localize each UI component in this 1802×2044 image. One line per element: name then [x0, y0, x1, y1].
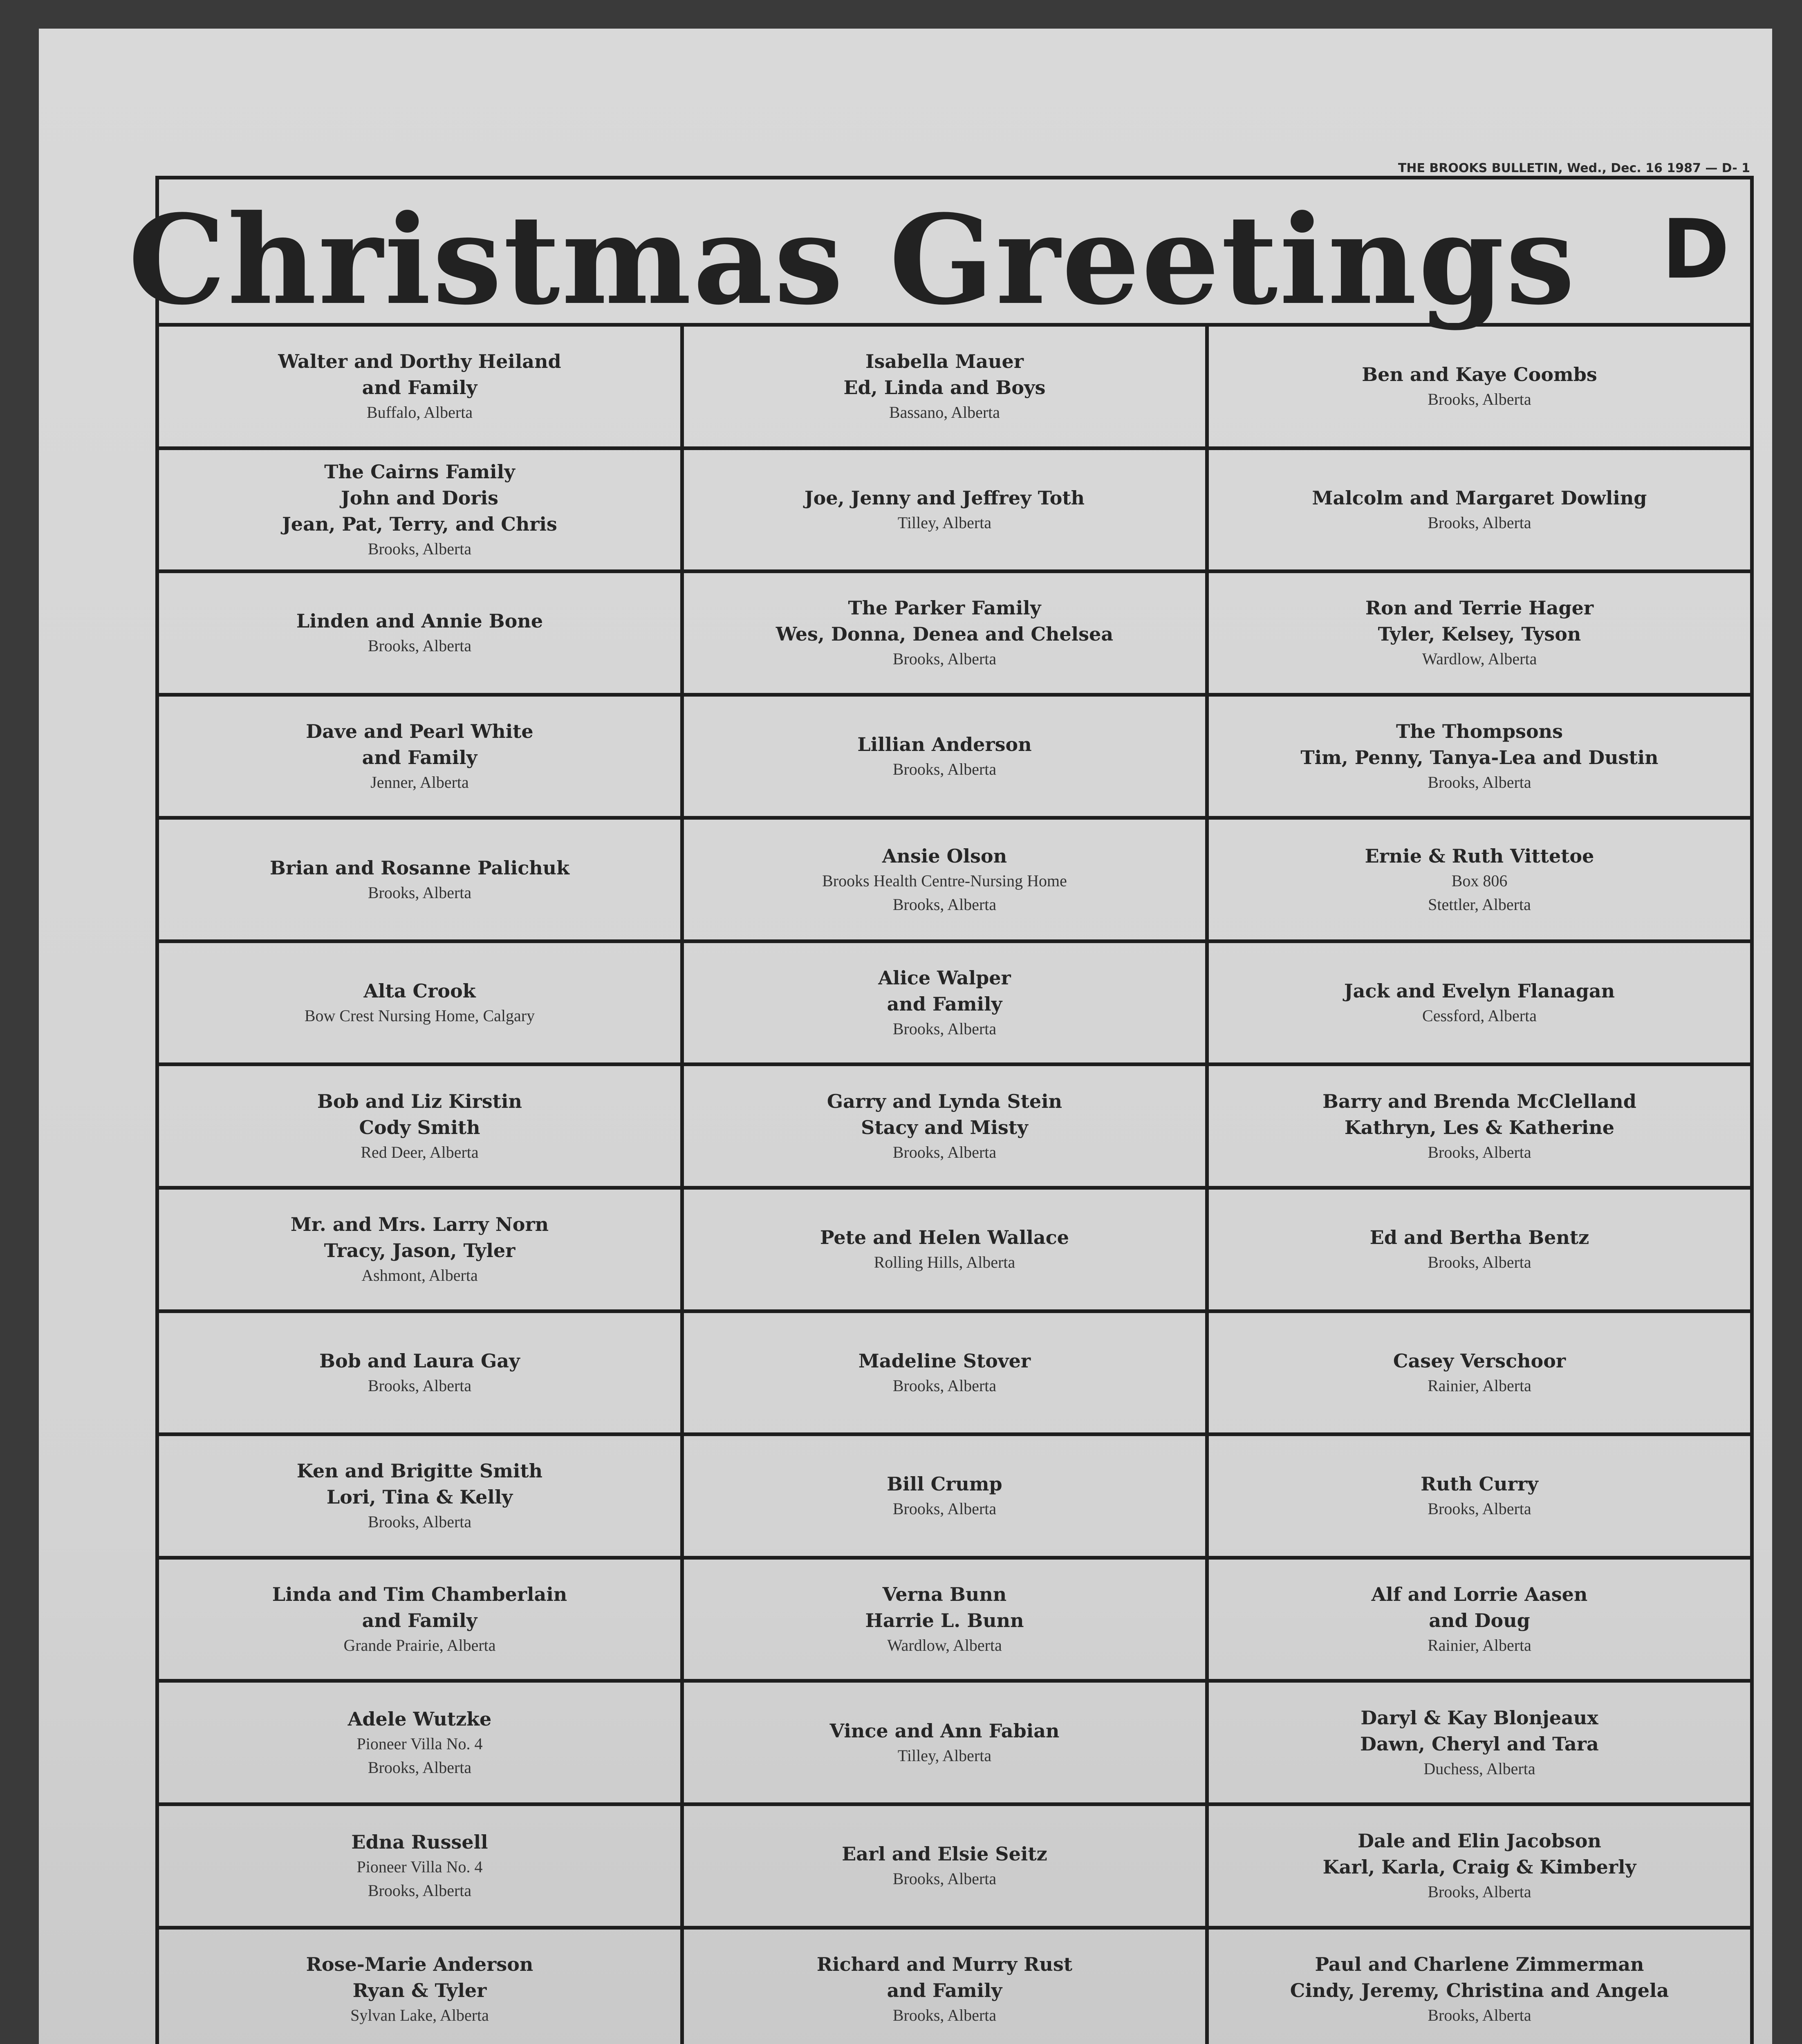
greeting-location-line: Brooks, Alberta — [1428, 1143, 1531, 1161]
greeting-cell — [684, 1806, 1209, 1930]
greeting-cell — [684, 1930, 1209, 2044]
greeting-location-line: Box 806 — [1451, 871, 1508, 890]
section-letter: D — [1661, 202, 1730, 297]
greeting-name-line: Ernie & Ruth Vittetoe — [1365, 845, 1594, 867]
greeting-cell — [684, 1560, 1209, 1683]
greeting-name-line: Garry and Lynda Stein — [827, 1090, 1062, 1112]
greeting-location-line: Brooks, Alberta — [892, 1020, 997, 1038]
page-title: Christmas Greetings — [128, 188, 1577, 332]
greeting-cell — [159, 1313, 684, 1437]
greeting-cell — [684, 697, 1209, 820]
greeting-location-line: Pioneer Villa No. 4 — [356, 1858, 483, 1876]
greeting-name-line: Mr. and Mrs. Larry Norn — [290, 1213, 549, 1236]
greeting-name-line: Daryl & Kay Blonjeaux — [1360, 1706, 1598, 1729]
greeting-name-line: The Parker Family — [848, 597, 1041, 619]
greeting-location-line: Grande Prairie, Alberta — [343, 1636, 496, 1655]
greeting-cell — [684, 1683, 1209, 1806]
greeting-location-line: Red Deer, Alberta — [361, 1143, 479, 1161]
greeting-cell — [159, 1066, 684, 1190]
greeting-cell — [159, 697, 684, 820]
greeting-name-line: and Family — [887, 993, 1002, 1015]
greeting-cell — [159, 820, 684, 943]
greeting-name-line: Verna Bunn — [882, 1583, 1007, 1606]
greeting-location-line: Wardlow, Alberta — [887, 1636, 1002, 1655]
greeting-cell — [684, 573, 1209, 697]
greeting-cell — [1209, 697, 1750, 820]
greeting-name-line: Rose-Marie Anderson — [306, 1953, 533, 1975]
page-header — [128, 161, 1750, 332]
greeting-location-line: Bow Crest Nursing Home, Calgary — [304, 1006, 535, 1025]
greeting-cell — [159, 327, 684, 450]
greeting-name-line: Ken and Brigitte Smith — [296, 1460, 543, 1482]
greeting-cell — [684, 943, 1209, 1067]
greeting-name-line: Lillian Anderson — [857, 733, 1032, 756]
greeting-cell — [684, 450, 1209, 574]
greeting-name-line: Cody Smith — [359, 1116, 480, 1139]
greeting-name-line: Isabella Mauer — [865, 350, 1024, 373]
greeting-location-line: Brooks, Alberta — [1428, 1883, 1531, 1901]
greeting-name-line: Paul and Charlene Zimmerman — [1315, 1953, 1644, 1975]
greeting-name-line: Tyler, Kelsey, Tyson — [1378, 623, 1581, 645]
greeting-name-line: Brian and Rosanne Palichuk — [270, 856, 569, 879]
greeting-location-line: Brooks, Alberta — [368, 539, 472, 558]
greeting-name-line: Jack and Evelyn Flanagan — [1344, 980, 1615, 1002]
greeting-name-line: Ansie Olson — [882, 845, 1007, 867]
greeting-name-line: Ruth Curry — [1421, 1473, 1538, 1495]
greeting-cell — [159, 1683, 684, 1806]
greeting-name-line: Vince and Ann Fabian — [829, 1719, 1060, 1742]
greeting-name-line: Edna Russell — [351, 1831, 488, 1853]
greeting-cell — [684, 1436, 1209, 1560]
greeting-cell — [684, 1313, 1209, 1437]
greeting-location-line: Brooks, Alberta — [892, 1869, 997, 1888]
greeting-name-line: and Family — [362, 746, 477, 769]
greeting-name-line: Wes, Donna, Denea and Chelsea — [775, 623, 1114, 645]
greeting-cell — [1209, 1190, 1750, 1313]
greeting-cell — [1209, 1436, 1750, 1560]
greeting-name-line: Bob and Laura Gay — [319, 1349, 520, 1372]
greeting-cell — [159, 1436, 684, 1560]
greeting-location-line: Rainier, Alberta — [1428, 1376, 1531, 1395]
greeting-cell — [1209, 1683, 1750, 1806]
greeting-cell — [1209, 1806, 1750, 1930]
greeting-name-line: Cindy, Jeremy, Christina and Angela — [1290, 1979, 1669, 2001]
greeting-name-line: Alf and Lorrie Aasen — [1371, 1583, 1588, 1606]
greeting-location-line: Brooks, Alberta — [892, 895, 997, 914]
greeting-name-line: The Thompsons — [1396, 720, 1563, 743]
greeting-name-line: Tim, Penny, Tanya-Lea and Dustin — [1300, 746, 1659, 769]
greeting-name-line: and Doug — [1429, 1609, 1530, 1632]
greeting-cell — [1209, 450, 1750, 574]
greeting-cell — [684, 327, 1209, 450]
greeting-cell — [159, 1560, 684, 1683]
greeting-name-line: Tracy, Jason, Tyler — [324, 1239, 515, 1262]
greeting-location-line: Brooks, Alberta — [1428, 1253, 1531, 1272]
greeting-location-line: Cessford, Alberta — [1422, 1006, 1537, 1025]
greeting-location-line: Ashmont, Alberta — [361, 1266, 478, 1285]
greeting-name-line: Ryan & Tyler — [352, 1979, 487, 2001]
greeting-cell — [1209, 1930, 1750, 2044]
greeting-location-line: Bassano, Alberta — [889, 403, 1000, 422]
greeting-location-line: Brooks, Alberta — [368, 883, 472, 902]
greeting-name-line: Karl, Karla, Craig & Kimberly — [1322, 1856, 1636, 1878]
greetings-grid — [159, 327, 1750, 2044]
greeting-name-line: Walter and Dorthy Heiland — [278, 350, 561, 373]
greeting-name-line: Bill Crump — [887, 1473, 1002, 1495]
greeting-name-line: Ed, Linda and Boys — [843, 377, 1046, 399]
greeting-name-line: Ed and Bertha Bentz — [1369, 1226, 1589, 1249]
greeting-cell — [684, 1190, 1209, 1313]
greeting-name-line: Malcolm and Margaret Dowling — [1312, 486, 1647, 509]
greeting-location-line: Brooks, Alberta — [1428, 2006, 1531, 2024]
greeting-name-line: Dale and Elin Jacobson — [1358, 1830, 1601, 1852]
greeting-cell — [1209, 820, 1750, 943]
greeting-cell — [684, 1066, 1209, 1190]
greeting-name-line: and Family — [362, 377, 477, 399]
greeting-name-line: The Cairns Family — [324, 460, 515, 483]
greeting-name-line: Ron and Terrie Hager — [1365, 597, 1594, 619]
greeting-location-line: Duchess, Alberta — [1423, 1759, 1535, 1778]
greeting-cell — [1209, 943, 1750, 1067]
masthead: THE BROOKS BULLETIN, Wed., Dec. 16 1987 — D- 1 — [1398, 161, 1750, 175]
greeting-cell — [1209, 1560, 1750, 1683]
greeting-location-line: Brooks, Alberta — [892, 2006, 997, 2024]
greeting-location-line: Brooks, Alberta — [368, 1513, 472, 1531]
greeting-location-line: Buffalo, Alberta — [366, 403, 473, 422]
greeting-cell — [159, 1806, 684, 1930]
greeting-name-line: Dave and Pearl White — [306, 720, 533, 743]
greeting-location-line: Brooks, Alberta — [1428, 773, 1531, 792]
greeting-name-line: Harrie L. Bunn — [865, 1609, 1024, 1632]
greeting-location-line: Stettler, Alberta — [1428, 895, 1531, 914]
greeting-location-line: Brooks, Alberta — [368, 1758, 472, 1777]
greeting-location-line: Brooks, Alberta — [1428, 1499, 1531, 1518]
greeting-location-line: Tilley, Alberta — [897, 513, 992, 532]
greeting-name-line: and Family — [362, 1609, 477, 1632]
greeting-cell — [159, 943, 684, 1067]
greeting-name-line: Lori, Tina & Kelly — [326, 1486, 513, 1508]
greetings-frame — [128, 161, 1754, 2044]
greeting-location-line: Brooks, Alberta — [368, 1881, 472, 1900]
greeting-location-line: Brooks, Alberta — [1428, 513, 1531, 532]
greeting-name-line: and Family — [887, 1979, 1002, 2001]
newspaper-page — [39, 29, 1772, 2044]
greeting-cell — [159, 450, 684, 574]
greeting-name-line: Alice Walper — [878, 967, 1011, 989]
greeting-name-line: Bob and Liz Kirstin — [317, 1090, 522, 1112]
greeting-name-line: Linden and Annie Bone — [296, 610, 543, 632]
greeting-location-line: Brooks, Alberta — [892, 1143, 997, 1161]
greeting-cell — [1209, 1313, 1750, 1437]
greeting-cell — [159, 573, 684, 697]
greeting-location-line: Brooks, Alberta — [368, 637, 472, 655]
greeting-name-line: Earl and Elsie Seitz — [842, 1843, 1047, 1865]
greeting-name-line: Pete and Helen Wallace — [820, 1226, 1069, 1249]
greeting-name-line: John and Doris — [341, 486, 498, 509]
greeting-name-line: Ben and Kaye Coombs — [1362, 363, 1597, 386]
greeting-name-line: Stacy and Misty — [861, 1116, 1028, 1139]
greeting-name-line: Kathryn, Les & Katherine — [1344, 1116, 1615, 1139]
greeting-location-line: Brooks, Alberta — [892, 1499, 997, 1518]
greeting-name-line: Adele Wutzke — [347, 1708, 492, 1730]
greeting-cell — [684, 820, 1209, 943]
greeting-location-line: Brooks, Alberta — [368, 1376, 472, 1395]
greeting-location-line: Tilley, Alberta — [897, 1746, 992, 1765]
greeting-location-line: Brooks, Alberta — [892, 650, 997, 668]
greeting-name-line: Alta Crook — [363, 980, 476, 1002]
greeting-cell — [1209, 327, 1750, 450]
greeting-cell — [159, 1190, 684, 1313]
greeting-name-line: Dawn, Cheryl and Tara — [1360, 1732, 1599, 1755]
greeting-name-line: Richard and Murry Rust — [816, 1953, 1073, 1975]
greeting-cell — [1209, 1066, 1750, 1190]
greeting-location-line: Sylvan Lake, Alberta — [350, 2006, 489, 2024]
greeting-cell — [1209, 573, 1750, 697]
greeting-name-line: Jean, Pat, Terry, and Chris — [282, 513, 557, 535]
greeting-location-line: Jenner, Alberta — [370, 773, 469, 792]
greeting-cell — [159, 1930, 684, 2044]
greeting-location-line: Rolling Hills, Alberta — [874, 1253, 1015, 1272]
greeting-location-line: Pioneer Villa No. 4 — [356, 1734, 483, 1753]
greeting-name-line: Joe, Jenny and Jeffrey Toth — [804, 486, 1085, 509]
greeting-location-line: Brooks, Alberta — [1428, 390, 1531, 409]
greeting-location-line: Brooks Health Centre-Nursing Home — [822, 871, 1067, 890]
greeting-name-line: Casey Verschoor — [1393, 1349, 1566, 1372]
greeting-location-line: Rainier, Alberta — [1428, 1636, 1531, 1655]
greeting-name-line: Madeline Stover — [858, 1349, 1031, 1372]
greeting-location-line: Brooks, Alberta — [892, 1376, 997, 1395]
greeting-location-line: Brooks, Alberta — [892, 760, 997, 779]
greeting-location-line: Wardlow, Alberta — [1422, 650, 1537, 668]
greeting-name-line: Linda and Tim Chamberlain — [272, 1583, 567, 1606]
greeting-name-line: Barry and Brenda McClelland — [1322, 1090, 1636, 1112]
